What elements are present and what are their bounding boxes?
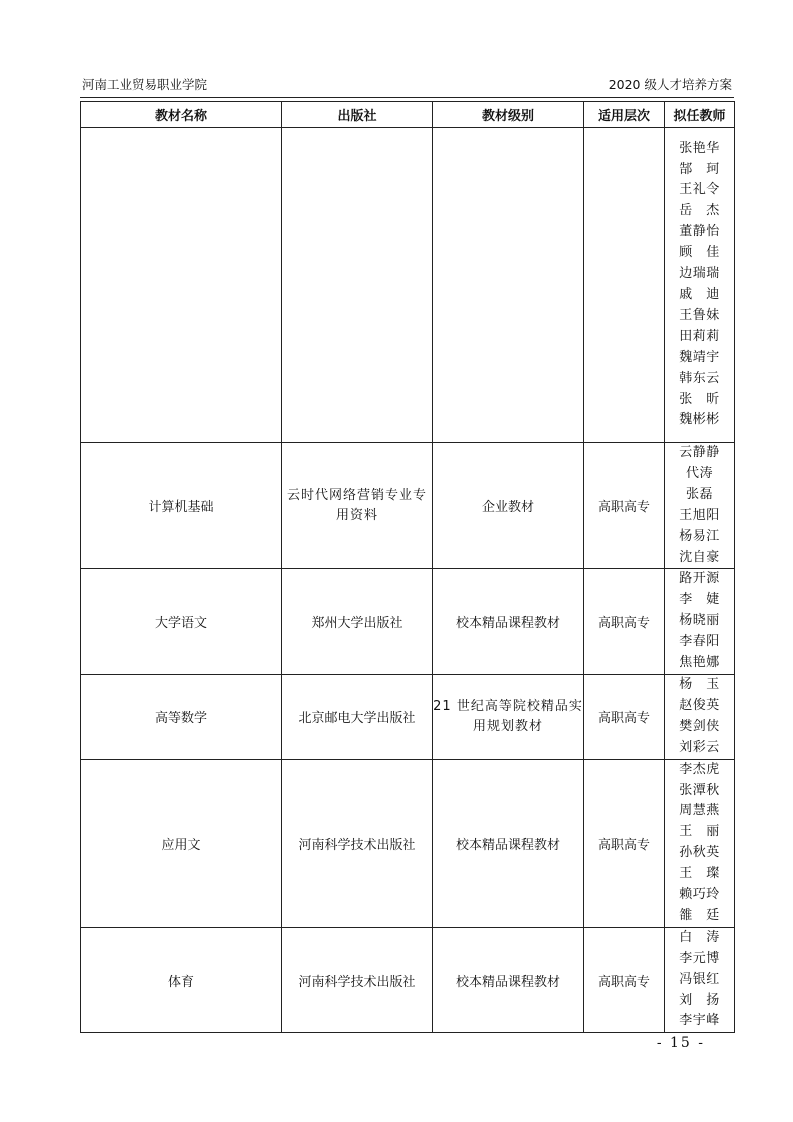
publisher-cell: 郑州大学出版社: [282, 569, 433, 675]
teacher-name: 韩东云: [679, 370, 720, 386]
publisher-cell: 河南科学技术出版社: [282, 927, 433, 1033]
column-header-teachers: 拟任教师: [665, 102, 735, 128]
textbook-name-cell: 体育: [81, 927, 282, 1033]
level-cell: 企业教材: [433, 443, 584, 569]
table-row: [81, 443, 735, 569]
teacher-name: 雒 廷: [679, 907, 720, 923]
scope-cell: 高职高专: [584, 674, 665, 759]
teacher-name: 杨 玉: [679, 676, 720, 692]
level-cell: 校本精品课程教材: [433, 569, 584, 675]
scope-cell: [584, 128, 665, 443]
teacher-name: 王礼令: [679, 182, 720, 198]
teachers-cell: [665, 674, 735, 759]
header-rule: [80, 97, 734, 98]
scope-cell: 高职高专: [584, 569, 665, 675]
teachers-cell: [665, 443, 735, 569]
teacher-name: 李杰虎: [679, 761, 720, 777]
teacher-name: 杨晓丽: [679, 613, 720, 629]
teachers-cell: [665, 128, 735, 443]
teacher-name: 张艳华: [679, 140, 720, 156]
column-header-publisher: 出版社: [282, 102, 433, 128]
teacher-name: 孙秋英: [679, 845, 720, 861]
teacher-name: 王旭阳: [679, 507, 720, 523]
textbook-name-cell: 应用文: [81, 759, 282, 927]
teacher-name: 焦艳娜: [679, 655, 720, 671]
table-header-row: [81, 102, 735, 128]
level-cell: 21 世纪高等院校精品实用规划教材: [433, 674, 584, 759]
table-row: [81, 569, 735, 675]
teacher-name: 张潭秋: [679, 782, 720, 798]
teacher-name: 李宇峰: [679, 1013, 720, 1029]
teachers-cell: [665, 927, 735, 1033]
textbook-name-cell: 高等数学: [81, 674, 282, 759]
teacher-name: 刘彩云: [679, 739, 720, 755]
textbook-table: [80, 101, 735, 1033]
teacher-name: 周慧燕: [679, 803, 720, 819]
teacher-name: 樊剑侠: [679, 718, 720, 734]
teacher-name: 李元博: [679, 950, 720, 966]
level-cell: 校本精品课程教材: [433, 927, 584, 1033]
teacher-name: 代涛: [685, 465, 713, 481]
teacher-name: 王 丽: [679, 824, 720, 840]
teachers-cell: [665, 569, 735, 675]
teacher-name: 沈自豪: [679, 549, 720, 565]
column-header-name: 教材名称: [81, 102, 282, 128]
column-header-level: 教材级别: [433, 102, 584, 128]
table-row: [81, 927, 735, 1033]
teacher-name: 岳 杰: [679, 203, 720, 219]
teacher-name: 赵俊英: [679, 697, 720, 713]
textbook-name-cell: 大学语文: [81, 569, 282, 675]
publisher-cell: 河南科学技术出版社: [282, 759, 433, 927]
teacher-name: 李 婕: [679, 592, 720, 608]
teacher-name: 张磊: [685, 486, 713, 502]
scope-cell: 高职高专: [584, 443, 665, 569]
teachers-cell: [665, 759, 735, 927]
teacher-name: 边瑞瑞: [679, 266, 720, 282]
teacher-name: 戚 迪: [679, 287, 720, 302]
column-header-scope: 适用层次: [584, 102, 665, 128]
scope-cell: 高职高专: [584, 759, 665, 927]
level-cell: 校本精品课程教材: [433, 759, 584, 927]
publisher-cell: 北京邮电大学出版社: [282, 674, 433, 759]
textbook-name-cell: 计算机基础: [81, 443, 282, 569]
teacher-name: 董静怡: [679, 224, 720, 240]
publisher-cell: 云时代网络营销专业专用资料: [282, 443, 433, 569]
table-row: [81, 759, 735, 927]
textbook-name-cell: [81, 128, 282, 443]
teacher-name: 杨易江: [679, 528, 720, 544]
teacher-name: 张 昕: [679, 391, 720, 407]
teacher-name: 白 涛: [679, 929, 720, 945]
teacher-name: 云静静: [679, 445, 720, 460]
teacher-name: 冯银红: [679, 971, 720, 987]
page-number: - 15 -: [656, 1035, 705, 1051]
school-name: 河南工业贸易职业学院: [82, 77, 208, 92]
level-cell: [433, 128, 584, 443]
table-row: [81, 674, 735, 759]
teacher-name: 王 璨: [679, 866, 720, 882]
document-title: 2020 级人才培养方案: [608, 77, 732, 92]
teacher-name: 路开源: [679, 571, 720, 587]
teacher-name: 王鲁妹: [679, 307, 720, 323]
table-row: [81, 128, 735, 443]
teacher-name: 田莉莉: [679, 328, 720, 344]
teacher-name: 魏靖宇: [679, 349, 720, 365]
scope-cell: 高职高专: [584, 927, 665, 1033]
page-header: [80, 75, 734, 95]
teacher-name: 刘 扬: [679, 992, 720, 1008]
publisher-cell: [282, 128, 433, 443]
teacher-name: 魏彬彬: [679, 412, 720, 428]
teacher-name: 郜 珂: [679, 161, 720, 177]
teacher-name: 李春阳: [679, 634, 720, 650]
teacher-name: 顾 佳: [679, 245, 720, 261]
teacher-name: 赖巧玲: [679, 887, 720, 903]
